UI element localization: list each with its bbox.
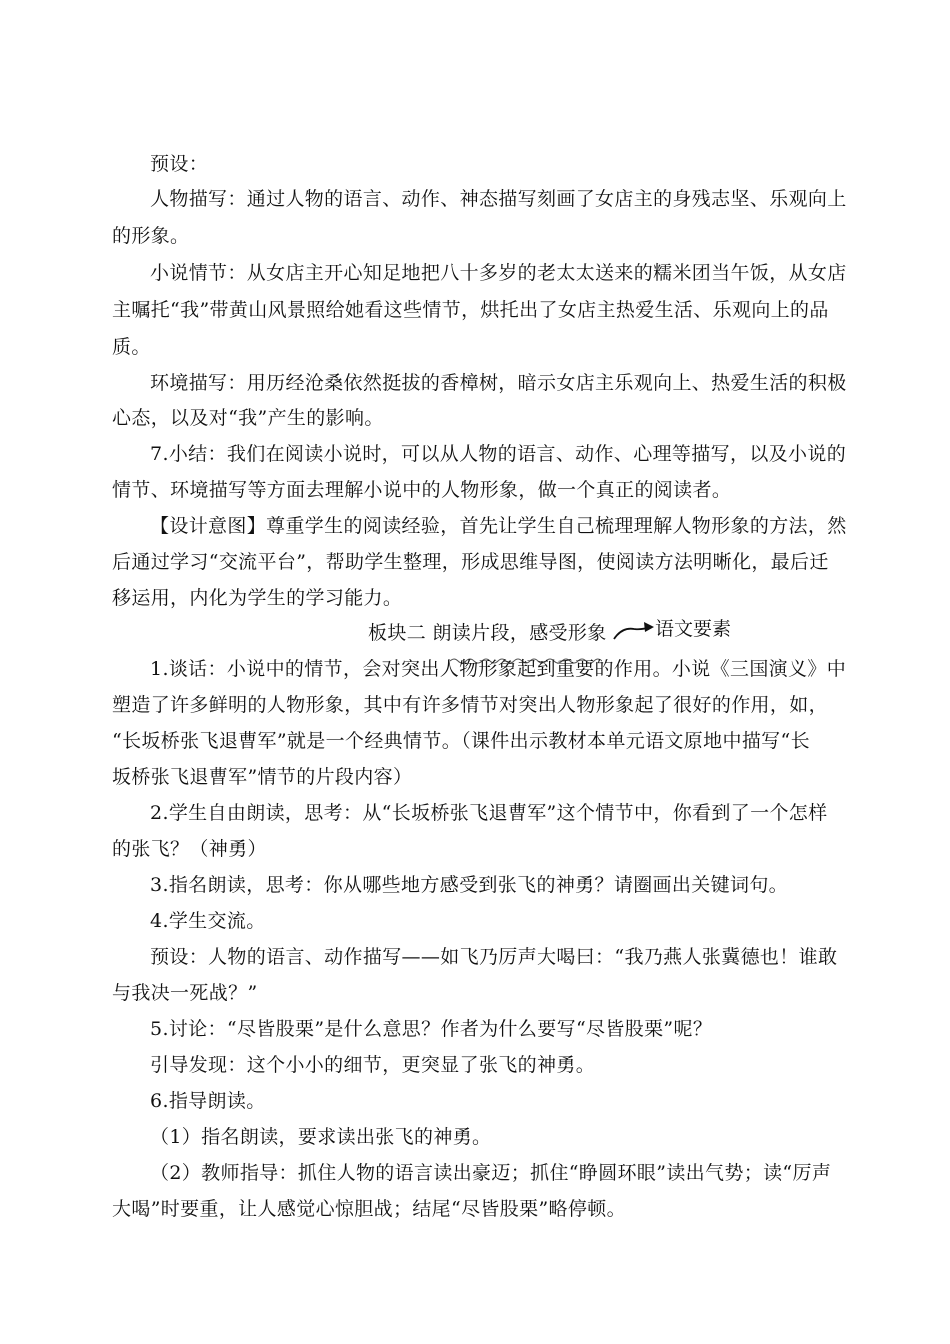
para-step-1: （1）指名朗读，要求读出张飞的神勇。: [150, 1126, 492, 1148]
para-discussion: 5.讨论：“尽皆股栗”是什么意思？作者为什么要写“尽皆股栗”呢？: [150, 1018, 713, 1040]
para-preset-label: 预设：: [150, 153, 209, 175]
para-step-2: （2）教师指导：抓住人物的语言读出豪迈；抓住“睁圆环眼”读出气势；读“厉声: [150, 1162, 832, 1184]
para-talk: 1.谈话：小说中的情节，会对突出人物形象起到重要的作用。小说《三国演义》中: [150, 658, 847, 680]
para-guided-discovery: 引导发现：这个小小的细节，更突显了张飞的神勇。: [150, 1054, 596, 1076]
para-free-reading-cont: 的张飞？（神勇）: [112, 838, 267, 860]
para-character-description-cont: 的形象。: [112, 225, 190, 247]
para-design-intent: 【设计意图】尊重学生的阅读经验，首先让学生自己梳理理解人物形象的方法，然: [150, 515, 847, 537]
para-plot: 小说情节：从女店主开心知足地把八十多岁的老太太送来的糯米团当午饭，从女店: [150, 262, 847, 284]
para-character-description: 人物描写：通过人物的语言、动作、神态描写刻画了女店主的身残志坚、乐观向上: [150, 188, 847, 210]
annotation-label: 语文要素: [655, 618, 732, 640]
para-student-exchange: 4.学生交流。: [150, 910, 266, 932]
para-environment-cont: 心态，以及对“我”产生的影响。: [112, 407, 384, 429]
para-summary: 7.小结：我们在阅读小说时，可以从人物的语言、动作、心理等描写，以及小说的: [150, 443, 847, 465]
para-design-intent-cont-2: 移运用，内化为学生的学习能力。: [112, 587, 403, 609]
para-plot-cont-1: 主嘱托“我”带黄山风景照给她看这些情节，烘托出了女店主热爱生活、乐观向上的品: [112, 299, 829, 321]
arrow-icon: [612, 615, 656, 643]
para-named-reading: 3.指名朗读，思考：你从哪些地方感受到张飞的神勇？请圈画出关键词句。: [150, 874, 789, 896]
para-plot-cont-2: 质。: [112, 336, 151, 358]
para-summary-cont: 情节、环境描写等方面去理解小说中的人物形象，做一个真正的阅读者。: [112, 479, 732, 501]
para-guided-reading: 6.指导朗读。: [150, 1090, 266, 1112]
section-heading: 板块二 朗读片段，感受形象: [368, 622, 607, 644]
para-talk-cont-3: 坂桥张飞退曹军”情节的片段内容）: [112, 766, 413, 788]
para-design-intent-cont-1: 后通过学习“交流平台”，帮助学生整理，形成思维导图，使阅读方法明晰化，最后迁: [112, 551, 829, 573]
para-talk-cont-2: “长坂桥张飞退曹军”就是一个经典情节。（课件出示教材本单元语文原地中描写“长: [112, 730, 810, 752]
para-step-2-cont: 大喝”时要重，让人感觉心惊胆战；结尾“尽皆股栗”略停顿。: [112, 1198, 626, 1220]
para-preset-language: 预设：人物的语言、动作描写——如飞乃厉声大喝曰：“我乃燕人张冀德也！谁敢: [150, 946, 838, 968]
para-free-reading: 2.学生自由朗读，思考：从“长坂桥张飞退曹军”这个情节中，你看到了一个怎样: [150, 802, 828, 824]
para-talk-cont-1: 塑造了许多鲜明的人物形象，其中有许多情节对突出人物形象起了很好的作用，如，: [112, 694, 828, 716]
para-environment: 环境描写：用历经沧桑依然挺拔的香樟树，暗示女店主乐观向上、热爱生活的积极: [150, 372, 847, 394]
para-preset-language-cont: 与我决一死战？”: [112, 982, 258, 1004]
